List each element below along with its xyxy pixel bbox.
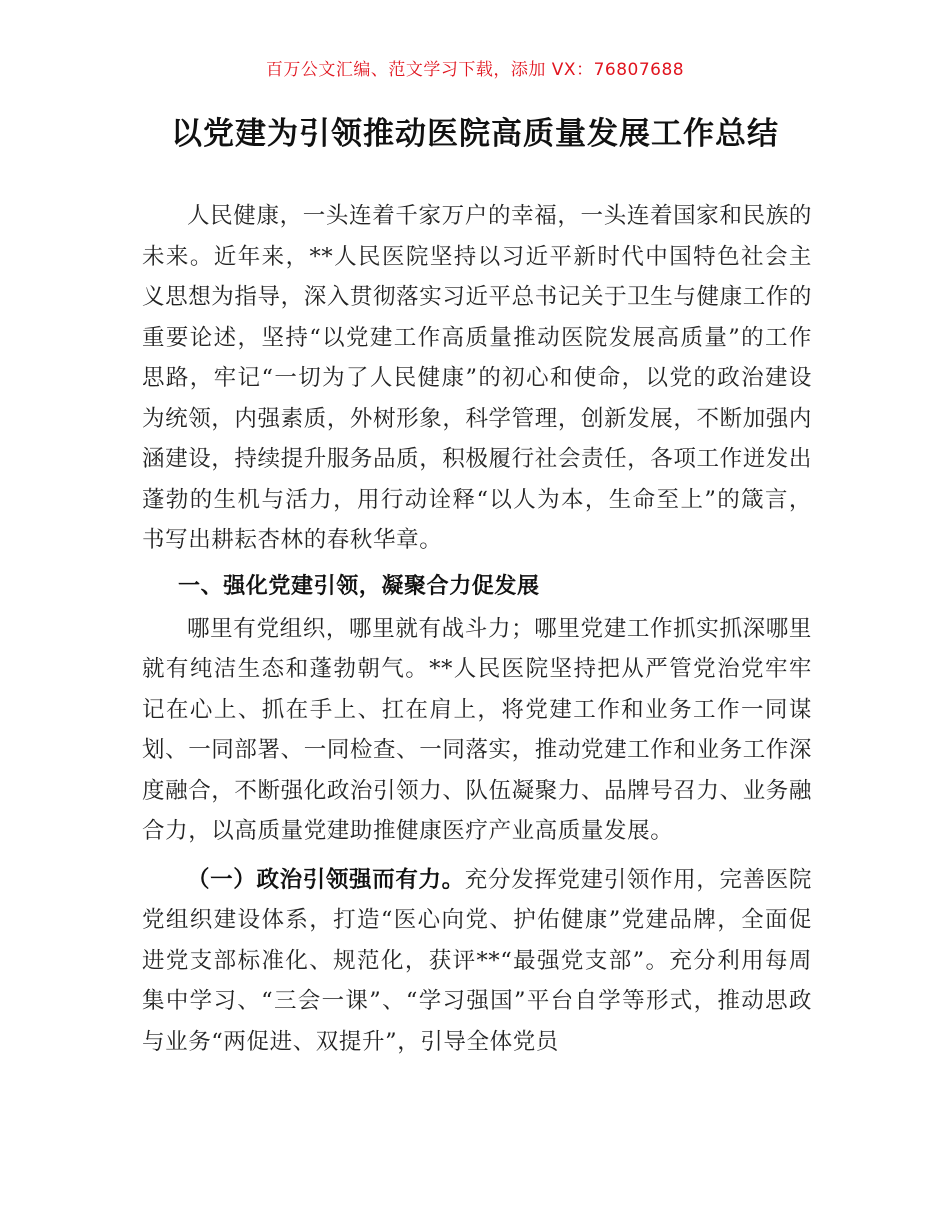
intro-paragraph: 人民健康，一头连着千家万户的幸福，一头连着国家和民族的未来。近年来，**人民医院坚持以习近平新时代中国特色社会主义思想为指导，深入贯彻落实习近平总书记关于卫生与健康工作的重要论述，坚持“以党建工作高质量推动医院发展高质量”的工作思路，牢记“一切为了人民健康”的初心和使命，以党的政治建设为统领，内强素质，外树形象，科学管理，创新发展，不断加强内涵建设，持续提升服务品质，积极履行社会责任，各项工作迸发出蓬勃的生机与活力，用行动诠释“以人为本，生命至上”的箴言，书写出耕耘杏林的春秋华章。 xyxy=(142,203,812,553)
document-title: 以党建为引领推动医院高质量发展工作总结 xyxy=(171,116,779,152)
document-body xyxy=(142,196,812,1062)
section-heading-1: 一、强化党建引领，凝聚合力促发展 xyxy=(178,573,540,599)
download-banner: 百万公文汇编、范文学习下载，添加 VX：76807688 xyxy=(265,60,685,80)
subsection-1-paragraph xyxy=(142,860,812,1063)
section-1-paragraph: 哪里有党组织，哪里就有战斗力；哪里党建工作抓实抓深哪里就有纯洁生态和蓬勃朝气。**人民医院坚持把从严管党治党牢牢记在心上、抓在手上、扛在肩上，将党建工作和业务工作一同谋划、一同部署、一同检查、一同落实，推动党建工作和业务工作深度融合，不断强化政治引领力、队伍凝聚力、品牌号召力、业务融合力，以高质量党建助推健康医疗产业高质量发展。 xyxy=(142,615,812,844)
subsection-heading-1: （一）政治引领强而有力。 xyxy=(187,866,465,893)
subsection-1-body: 充分发挥党建引领作用，完善医院党组织建设体系，打造“医心向党、护佑健康”党建品牌，全面促进党支部标准化、规范化，获评**“最强党支部”。充分利用每周集中学习、“三会一课”、“学习强国”平台自学等形式，推动思政与业务“两促进、双提升”，引导全体党员 xyxy=(142,866,812,1055)
